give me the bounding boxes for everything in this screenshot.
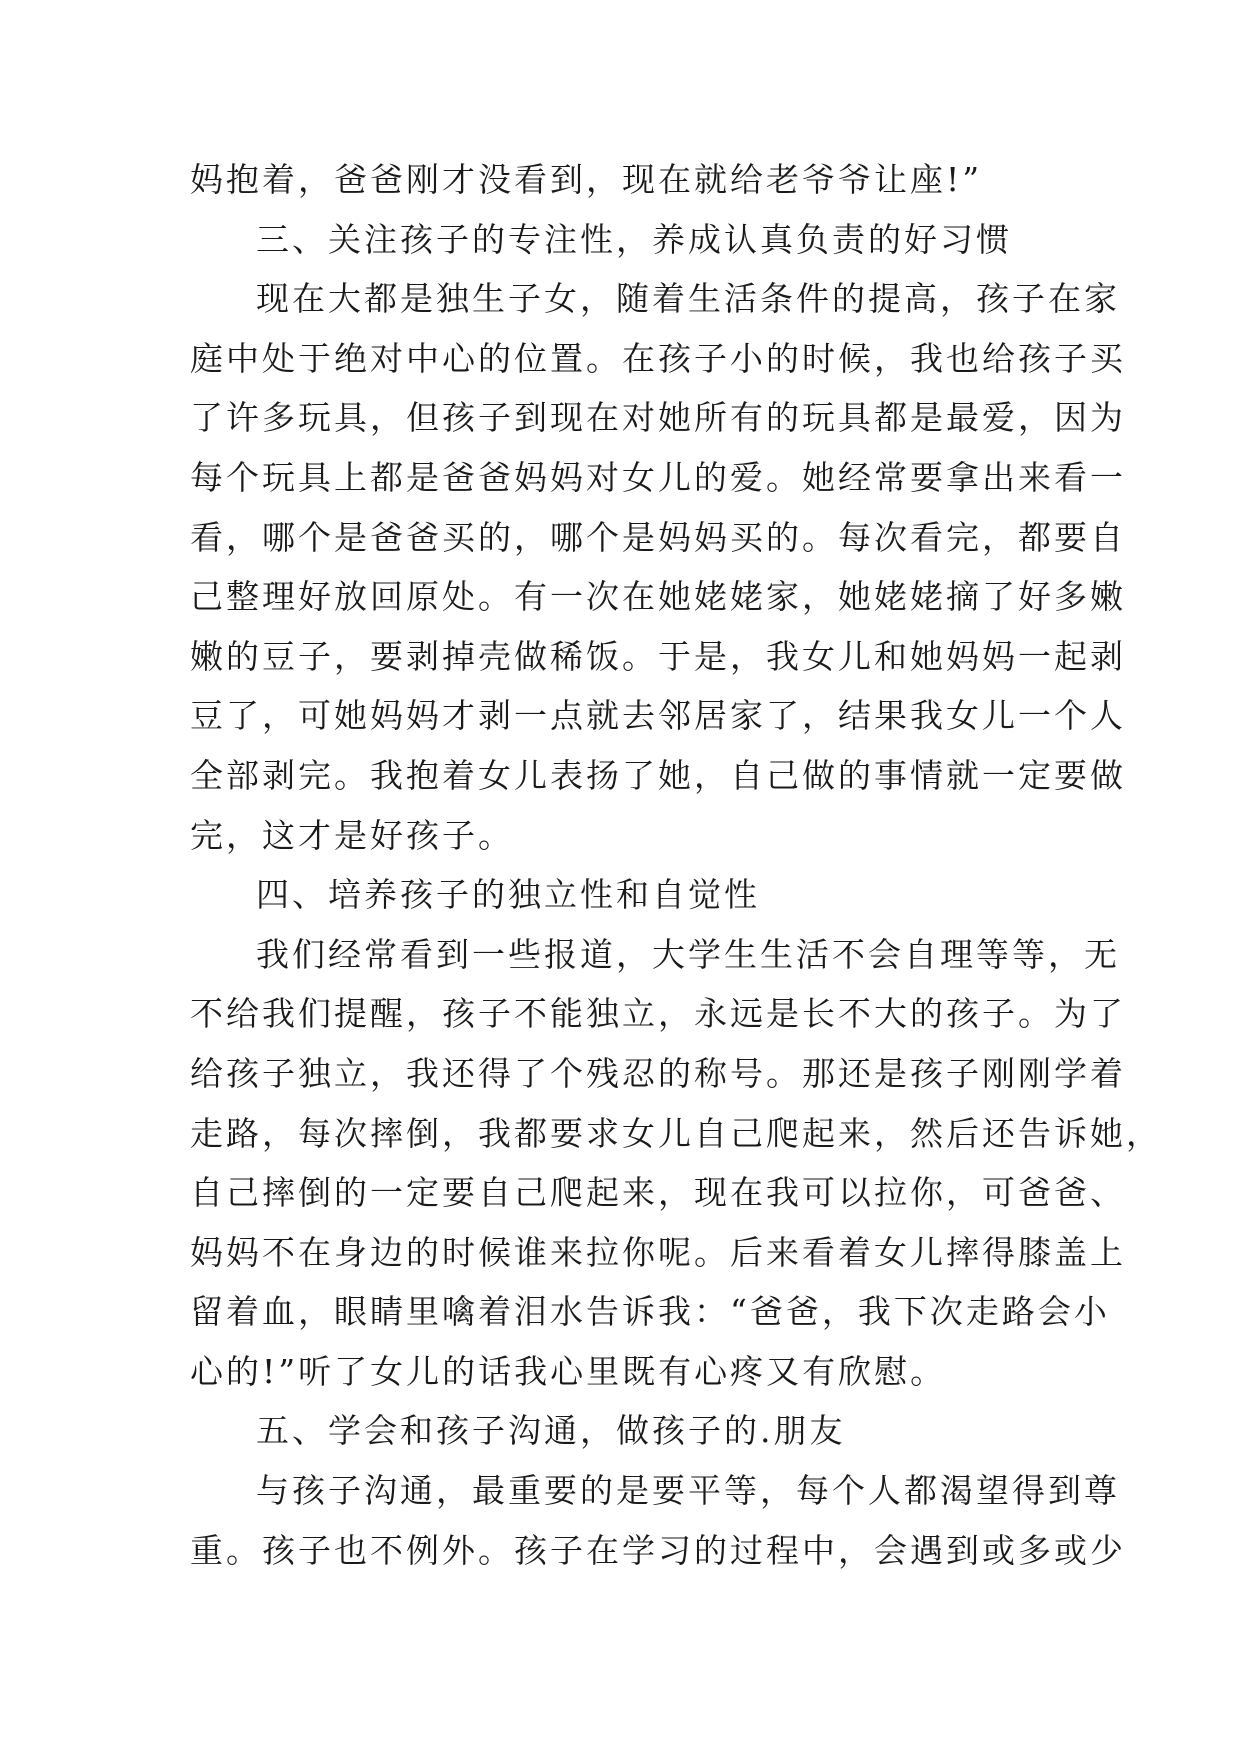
text-line: 妈妈不在身边的时候谁来拉你呢。后来看着女儿摔得膝盖上 [190,1232,1126,1272]
text-line: 己整理好放回原处。有一次在她姥姥家，她姥姥摘了好多嫩 [190,577,1126,617]
text-line: 不给我们提醒，孩子不能独立，永远是长不大的孩子。为了 [190,994,1126,1034]
text-line: 走路，每次摔倒，我都要求女儿自己爬起来，然后还告诉她， [190,1113,1162,1153]
text-line: 留着血，眼睛里噙着泪水告诉我：“爸爸，我下次走路会小 [190,1292,1110,1332]
text-line: 了许多玩具，但孩子到现在对她所有的玩具都是最爱，因为 [190,398,1126,438]
text-line: 五、学会和孩子沟通，做孩子的.朋友 [256,1411,846,1451]
text-line: 心的!”听了女儿的话我心里既有心疼又有欣慰。 [190,1351,947,1391]
text-line: 三、关注孩子的专注性，养成认真负责的好习惯 [256,219,1012,259]
text-line: 豆了，可她妈妈才剥一点就去邻居家了，结果我女儿一个人 [190,696,1126,736]
text-line: 妈抱着，爸爸刚才没看到，现在就给老爷爷让座!” [190,160,983,199]
text-line: 四、培养孩子的独立性和自觉性 [256,875,760,915]
text-line: 现在大都是独生子女，随着生活条件的提高，孩子在家 [256,279,1120,319]
text-line: 给孩子独立，我还得了个残忍的称号。那还是孩子刚刚学着 [190,1053,1126,1093]
document-body [190,150,1162,1580]
text-line: 庭中处于绝对中心的位置。在孩子小的时候，我也给孩子买 [190,338,1126,378]
text-line: 全部剥完。我抱着女儿表扬了她，自己做的事情就一定要做 [190,755,1126,795]
text-line: 自己摔倒的一定要自己爬起来，现在我可以拉你，可爸爸、 [190,1173,1126,1213]
text-line: 重。孩子也不例外。孩子在学习的过程中，会遇到或多或少 [190,1530,1126,1570]
text-line: 每个玩具上都是爸爸妈妈对女儿的爱。她经常要拿出来看一 [190,457,1126,497]
text-line: 完，这才是好孩子。 [190,815,514,855]
text-line: 嫩的豆子，要剥掉壳做稀饭。于是，我女儿和她妈妈一起剥 [190,636,1126,676]
text-line: 与孩子沟通，最重要的是要平等，每个人都渴望得到尊 [256,1471,1120,1511]
text-line: 我们经常看到一些报道，大学生生活不会自理等等，无 [256,934,1120,974]
text-line: 看，哪个是爸爸买的，哪个是妈妈买的。每次看完，都要自 [190,517,1126,557]
